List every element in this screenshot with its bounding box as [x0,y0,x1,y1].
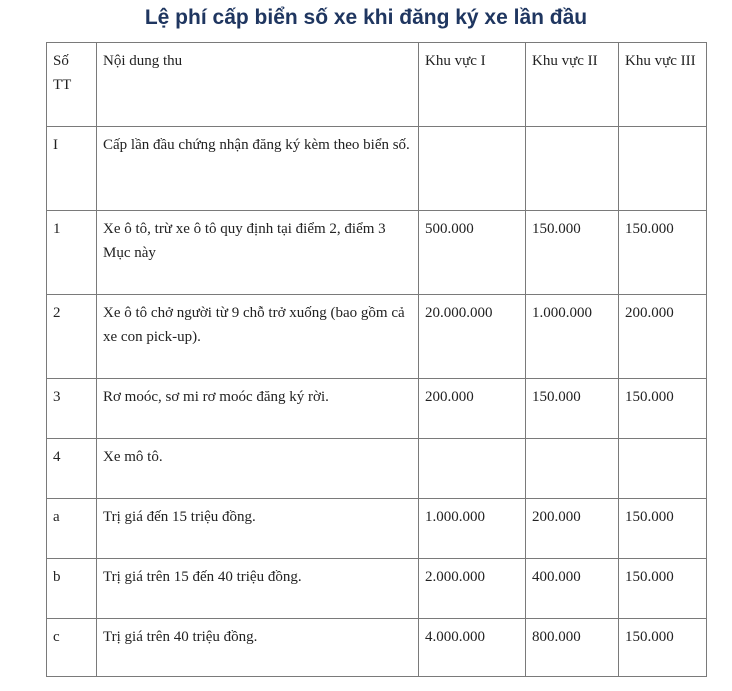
fee-cell-region-3: 150.000 [619,211,707,295]
row-number-cell: 4 [47,439,97,499]
fee-cell-region-2 [526,439,619,499]
table-row [47,379,707,439]
fee-cell-region-1 [419,127,526,211]
row-number-cell: I [47,127,97,211]
row-number-cell: 2 [47,295,97,379]
row-number-cell: a [47,499,97,559]
fee-cell-region-3: 150.000 [619,379,707,439]
header-cell: Khu vực I [419,43,526,127]
header-cell: Nội dung thu [97,43,419,127]
fee-cell-region-1: 200.000 [419,379,526,439]
table-row [47,559,707,619]
fee-cell-region-1: 20.000.000 [419,295,526,379]
row-number-cell: 1 [47,211,97,295]
fee-cell-region-1 [419,439,526,499]
content-cell: Xe ô tô, trừ xe ô tô quy định tại điểm 2, điểm 3 Mục này [97,211,419,295]
table-row [47,439,707,499]
content-cell: Xe mô tô. [97,439,419,499]
content-cell: Cấp lần đầu chứng nhận đăng ký kèm theo biển số. [97,127,419,211]
fee-table [46,42,707,677]
row-number-cell: 3 [47,379,97,439]
fee-cell-region-2: 800.000 [526,619,619,677]
row-number-cell: c [47,619,97,677]
fee-cell-region-2: 150.000 [526,211,619,295]
table-row [47,499,707,559]
fee-cell-region-2: 200.000 [526,499,619,559]
fee-cell-region-3: 150.000 [619,499,707,559]
header-cell: Số TT [47,43,97,127]
table-header-row [47,43,707,127]
table-row [47,619,707,677]
fee-cell-region-3 [619,127,707,211]
table-row [47,127,707,211]
fee-cell-region-2: 400.000 [526,559,619,619]
fee-cell-region-2: 150.000 [526,379,619,439]
fee-cell-region-3: 150.000 [619,619,707,677]
content-cell: Trị giá đến 15 triệu đồng. [97,499,419,559]
fee-cell-region-1: 500.000 [419,211,526,295]
fee-cell-region-1: 2.000.000 [419,559,526,619]
table-row [47,211,707,295]
fee-cell-region-2: 1.000.000 [526,295,619,379]
header-cell: Khu vực III [619,43,707,127]
header-cell: Khu vực II [526,43,619,127]
table-row [47,295,707,379]
content-cell: Trị giá trên 40 triệu đồng. [97,619,419,677]
fee-cell-region-2 [526,127,619,211]
fee-cell-region-3: 150.000 [619,559,707,619]
fee-cell-region-1: 1.000.000 [419,499,526,559]
row-number-cell: b [47,559,97,619]
content-cell: Xe ô tô chở người từ 9 chỗ trở xuống (bao gồm cả xe con pick-up). [97,295,419,379]
fee-cell-region-1: 4.000.000 [419,619,526,677]
fee-cell-region-3 [619,439,707,499]
fee-cell-region-3: 200.000 [619,295,707,379]
content-cell: Trị giá trên 15 đến 40 triệu đồng. [97,559,419,619]
page-title: Lệ phí cấp biển số xe khi đăng ký xe lần đầu [144,6,588,29]
content-cell: Rơ moóc, sơ mi rơ moóc đăng ký rời. [97,379,419,439]
